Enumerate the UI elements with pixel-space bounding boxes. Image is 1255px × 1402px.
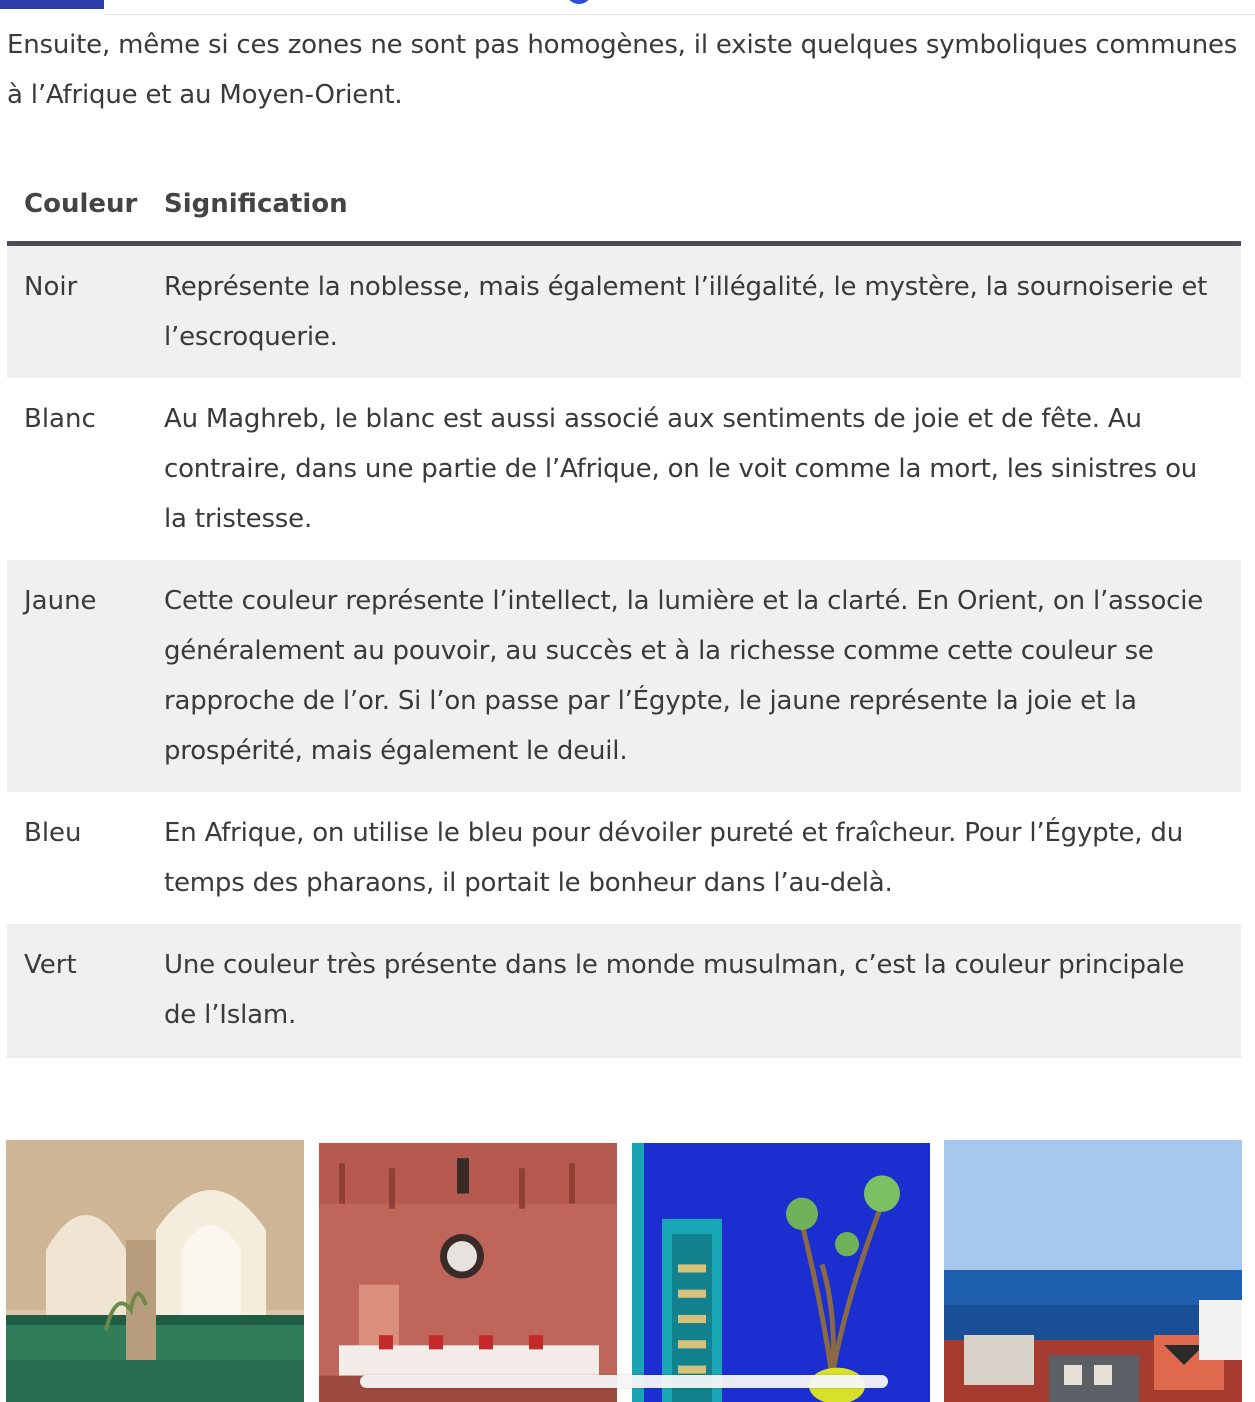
row-meaning: Une couleur très présente dans le monde musulman, c’est la couleur principale de l’Islam. [164, 950, 1185, 1030]
color-meaning-table [7, 162, 1241, 1058]
row-meaning: En Afrique, on utilise le bleu pour dévoiler pureté et fraîcheur. Pour l’Égypte, du temps des pharaons, il portait le bonheur dans l’au-delà. [164, 818, 1183, 898]
nav-divider [104, 14, 1255, 15]
table-header [7, 162, 1241, 246]
row-meaning: Au Maghreb, le blanc est aussi associé aux sentiments de joie et de fête. Au contraire, dans une partie de l’Afrique, on le voit comme la mort, les sinistres ou la tristesse. [164, 404, 1198, 534]
active-tab-indicator[interactable] [0, 0, 104, 9]
table-row [7, 792, 1241, 924]
photo-gallery[interactable] [6, 1140, 1242, 1402]
row-color-name: Jaune [24, 586, 97, 616]
header-signification: Signification [164, 189, 348, 219]
table-row [7, 924, 1241, 1056]
arches-photo[interactable] [6, 1140, 304, 1402]
row-color-name: Noir [24, 272, 78, 302]
table-row [7, 246, 1241, 378]
table-bottom-border [7, 1056, 1241, 1058]
row-color-name: Vert [24, 950, 77, 980]
red-salon-photo[interactable] [319, 1143, 617, 1402]
table-row [7, 378, 1241, 560]
top-navigation-strip [0, 0, 1255, 16]
intro-paragraph: Ensuite, même si ces zones ne sont pas homogènes, il existe quelques symboliques communes à l’Afrique et au Moyen-Orient. [7, 30, 1238, 110]
row-meaning: Cette couleur représente l’intellect, la lumière et la clarté. En Orient, on l’associe généralement au pouvoir, au succès et à la richesse comme cette couleur se rapproche de l’or. Si l’on passe par l’Égypte, le jaune représente la joie et la prospérité, mais également le deuil. [164, 586, 1204, 766]
table-row [7, 560, 1241, 792]
progress-dot [566, 0, 592, 4]
sea-terrace-photo[interactable] [944, 1140, 1242, 1402]
row-color-name: Blanc [24, 404, 96, 434]
header-couleur: Couleur [24, 189, 138, 219]
gallery-scrollbar[interactable] [360, 1375, 888, 1388]
row-color-name: Bleu [24, 818, 82, 848]
row-meaning: Représente la noblesse, mais également l’illégalité, le mystère, la sournoiserie et l’escroquerie. [164, 272, 1208, 352]
blue-door-photo[interactable] [632, 1143, 930, 1402]
